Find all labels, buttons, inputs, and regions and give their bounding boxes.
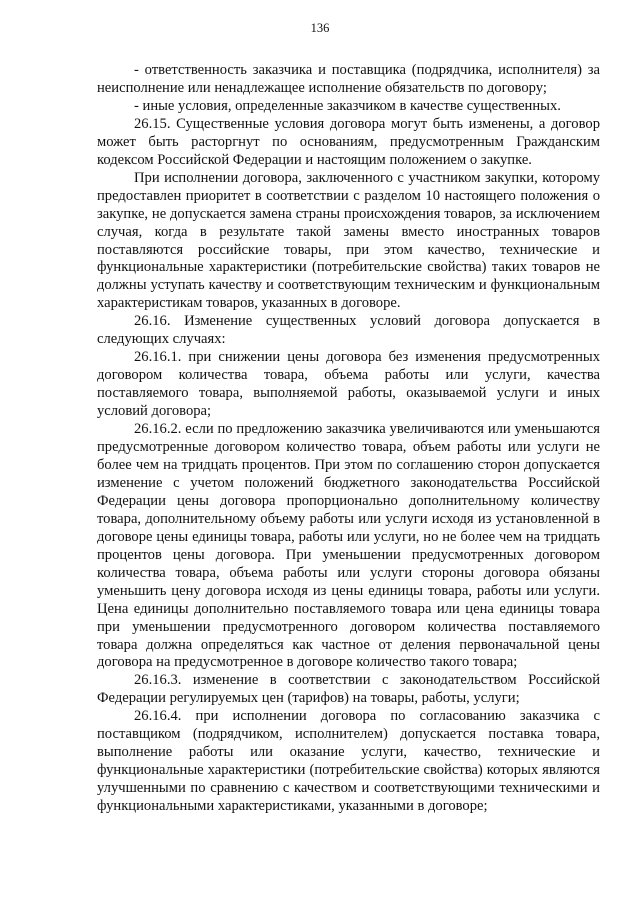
paragraph-26-16-1: 26.16.1. при снижении цены договора без изменения предусмотренных договором количества товара, объема работы или услуги, качества поставляемого товара, выполняемой работы, оказываемой услуги и иных условий договора; (97, 349, 600, 420)
paragraph-country-of-origin: При исполнении договора, заключенного с участником закупки, которому предоставлен приоритет в соответствии с разделом 10 настоящего положения о закупке, не допускается замена страны происхождения товаров, за исключением случая, когда в результате такой замены вместо иностранных товаров поставляются российские товары, при этом качество, технические и функциональные характеристики (потребительские свойства) таких товаров не должны уступать качеству и соответствующим техническим и функциональным характеристикам товаров, указанных в договоре. (97, 169, 600, 312)
paragraph-liability: - ответственность заказчика и поставщика (подрядчика, исполнителя) за неисполнение или ненадлежащее исполнение обязательств по договору; (97, 62, 600, 96)
paragraph-26-16-4: 26.16.4. при исполнении договора по согласованию заказчика с поставщиком (подрядчиком, исполнителем) допускается поставка товара, выполнение работы или оказание услуги, качество, технические и функциональные характеристики (потребительские свойства) которых являются улучшенными по сравнению с качеством и соответствующими техническими и функциональными характеристиками, указанными в договоре; (97, 708, 600, 815)
paragraph-26-15: 26.15. Существенные условия договора могут быть изменены, а договор может быть расторгнут по основаниям, предусмотренным Гражданским кодексом Российской Федерации и настоящим положением о закупке. (97, 115, 600, 168)
paragraph-other-conditions: - иные условия, определенные заказчиком в качестве существенных. (134, 97, 561, 114)
document-body (97, 62, 600, 816)
page-number: 136 (310, 21, 330, 35)
paragraph-26-16-2: 26.16.2. если по предложению заказчика увеличиваются или уменьшаются предусмотренные договором количество товара, объем работы или услуги не более чем на тридцать процентов. При этом по соглашению сторон допускается изменение с учетом положений бюджетного законодательства Российской Федерации цены договора пропорционально дополнительному количеству товара, дополнительному объему работы или услуги исходя из установленной в договоре цены единицы товара, работы или услуги, но не более чем на тридцать процентов цены договора. При уменьшении предусмотренных договором количества товара, объема работы или услуги стороны договора обязаны уменьшить цену договора исходя из цены единицы товара, работы или услуги. Цена единицы дополнительно поставляемого товара или цена единицы товара при уменьшении предусмотренного договором количества поставляемого товара должна определяться как частное от деления первоначальной цены договора на предусмотренное в договоре количество такого товара; (97, 421, 600, 671)
paragraph-26-16: 26.16. Изменение существенных условий договора допускается в следующих случаях: (97, 313, 600, 348)
paragraph-26-16-3: 26.16.3. изменение в соответствии с законодательством Российской Федерации регулируемых цен (тарифов) на товары, работы, услуги; (97, 672, 600, 707)
